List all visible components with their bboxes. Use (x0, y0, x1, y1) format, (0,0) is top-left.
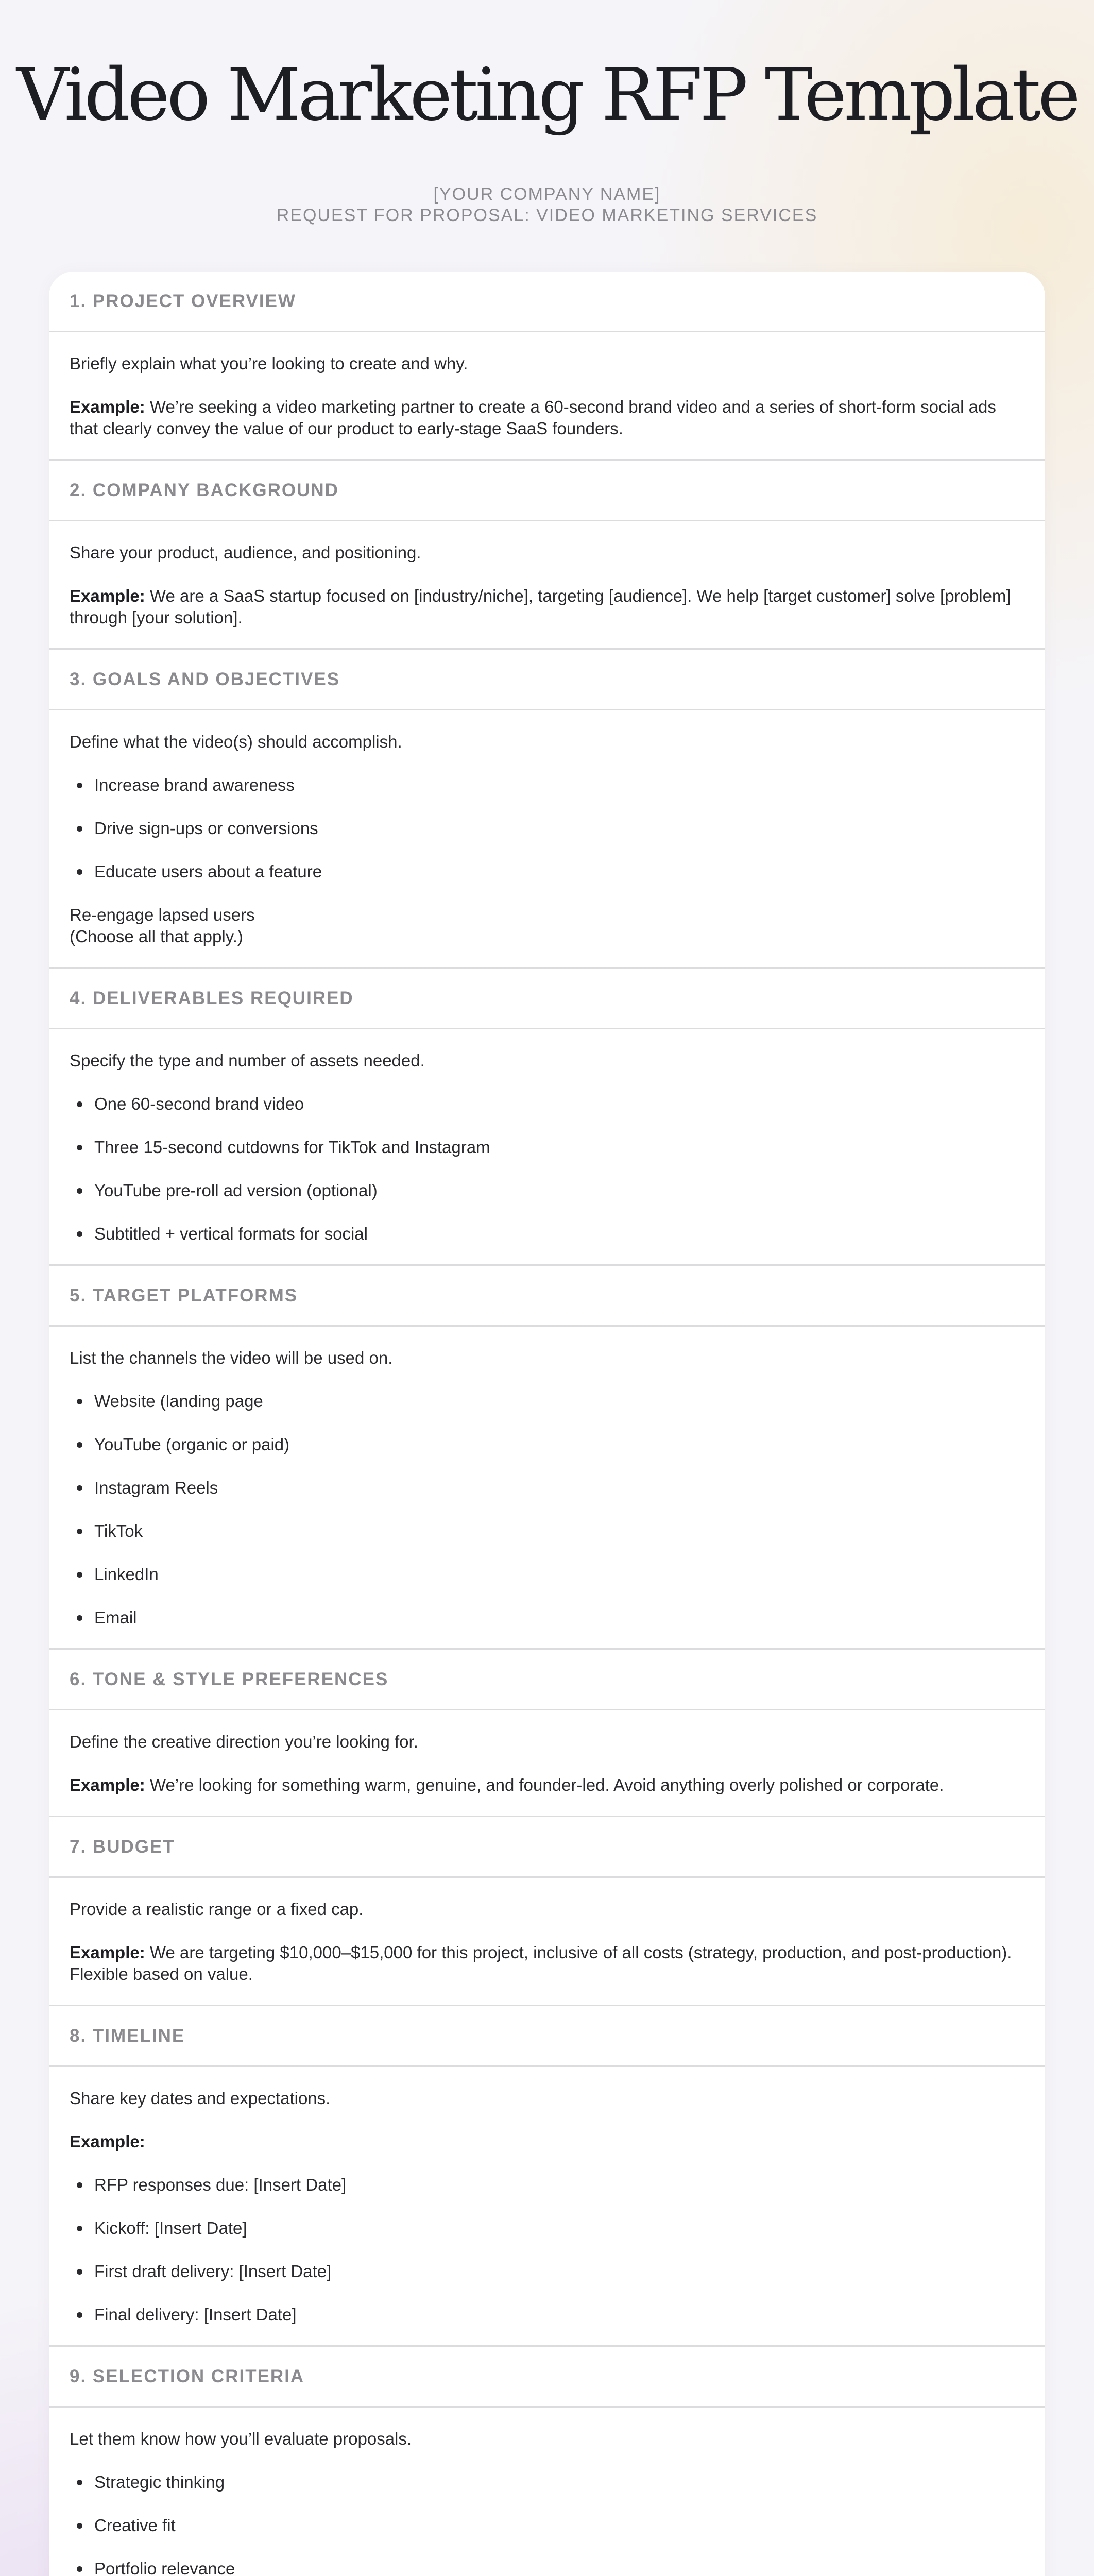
list-item: LinkedIn (70, 1564, 1024, 1585)
list-item: Drive sign-ups or conversions (70, 818, 1024, 839)
example-label: Example: (70, 397, 145, 416)
example-label: Example: (70, 1943, 145, 1962)
section-example (70, 1942, 1024, 1985)
section-intro: Share your product, audience, and positioning. (70, 543, 421, 562)
example-text: We’re looking for something warm, genuine, and founder-led. Avoid anything overly polished or corporate. (149, 1775, 944, 1794)
section-intro: Briefly explain what you’re looking to create and why. (70, 354, 468, 373)
section-heading: 5. TARGET PLATFORMS (49, 1266, 1045, 1327)
example-label: Example: (70, 1775, 145, 1794)
section-body (49, 2408, 1045, 2576)
section-body (49, 332, 1045, 459)
example-label: Example: (70, 2132, 145, 2151)
section-example (70, 585, 1024, 629)
section-intro: Specify the type and number of assets needed. (70, 1051, 425, 1070)
section-intro: Define what the video(s) should accomplish. (70, 732, 402, 751)
outro-note: (Choose all that apply.) (70, 927, 243, 946)
section-selection-criteria (49, 2345, 1045, 2576)
list-item: Final delivery: [Insert Date] (70, 2304, 1024, 2326)
section-body (49, 1710, 1045, 1816)
list-item: RFP responses due: [Insert Date] (70, 2174, 1024, 2196)
list-item: Creative fit (70, 2515, 1024, 2536)
section-intro: Share key dates and expectations. (70, 2089, 331, 2108)
company-name-placeholder: [YOUR COMPANY NAME] (433, 184, 661, 204)
list-item: Three 15-second cutdowns for TikTok and Instagram (70, 1137, 1024, 1158)
list-item: Website (landing page (70, 1391, 1024, 1412)
bullet-list (70, 2471, 1024, 2576)
list-item: Portfolio relevance (70, 2558, 1024, 2576)
bullet-list (70, 774, 1024, 883)
bullet-list (70, 2174, 1024, 2326)
list-item: TikTok (70, 1520, 1024, 1542)
rfp-card (49, 272, 1045, 2576)
section-goals-objectives (49, 648, 1045, 967)
example-text: We are targeting $10,000–$15,000 for this project, inclusive of all costs (strategy, production, and post-production). Flexible based on value. (70, 1943, 1012, 1984)
section-example (70, 396, 1024, 439)
section-body (49, 710, 1045, 967)
section-company-background (49, 459, 1045, 648)
section-body (49, 1878, 1045, 2005)
list-item: Kickoff: [Insert Date] (70, 2217, 1024, 2239)
page-title: Video Marketing RFP Template (16, 53, 1078, 137)
section-outro (70, 904, 1024, 947)
section-timeline (49, 2005, 1045, 2345)
list-item: Email (70, 1607, 1024, 1629)
section-intro: Define the creative direction you’re looking for. (70, 1732, 418, 1751)
list-item: Instagram Reels (70, 1477, 1024, 1499)
section-intro: Provide a realistic range or a fixed cap. (70, 1900, 364, 1919)
bullet-list (70, 1391, 1024, 1629)
section-heading: 1. PROJECT OVERVIEW (49, 272, 1045, 332)
example-text: We are a SaaS startup focused on [industry/niche], targeting [audience]. We help [target customer] solve [problem] through [your solution]. (70, 586, 1011, 627)
list-item: One 60-second brand video (70, 1093, 1024, 1115)
section-example (70, 1774, 1024, 1796)
section-intro: Let them know how you’ll evaluate proposals. (70, 2429, 412, 2448)
outro-line: Re-engage lapsed users (70, 905, 255, 924)
section-tone-style (49, 1648, 1045, 1816)
section-heading: 4. DELIVERABLES REQUIRED (49, 969, 1045, 1029)
section-body (49, 2067, 1045, 2345)
list-item: Strategic thinking (70, 2471, 1024, 2493)
section-example (70, 2131, 1024, 2153)
list-item: Educate users about a feature (70, 861, 1024, 883)
section-intro: List the channels the video will be used on. (70, 1348, 393, 1367)
section-heading: 8. TIMELINE (49, 2006, 1045, 2067)
list-item: Subtitled + vertical formats for social (70, 1223, 1024, 1245)
section-body (49, 521, 1045, 648)
list-item: YouTube (organic or paid) (70, 1434, 1024, 1455)
bullet-list (70, 1093, 1024, 1245)
section-heading: 2. COMPANY BACKGROUND (49, 461, 1045, 521)
document-subtitle: REQUEST FOR PROPOSAL: VIDEO MARKETING SERVICES (276, 206, 818, 225)
section-heading: 3. GOALS AND OBJECTIVES (49, 650, 1045, 710)
example-text: We’re seeking a video marketing partner to create a 60-second brand video and a series of short-form social ads that clearly convey the value of our product to early-stage SaaS founders. (70, 397, 996, 438)
list-item: YouTube pre-roll ad version (optional) (70, 1180, 1024, 1201)
section-heading: 7. BUDGET (49, 1817, 1045, 1878)
section-budget (49, 1816, 1045, 2005)
section-heading: 9. SELECTION CRITERIA (49, 2347, 1045, 2408)
section-project-overview (49, 272, 1045, 459)
list-item: Increase brand awareness (70, 774, 1024, 796)
section-body (49, 1029, 1045, 1264)
section-heading: 6. TONE & STYLE PREFERENCES (49, 1650, 1045, 1710)
example-label: Example: (70, 586, 145, 605)
section-target-platforms (49, 1264, 1045, 1648)
section-deliverables (49, 967, 1045, 1264)
section-body (49, 1327, 1045, 1648)
list-item: First draft delivery: [Insert Date] (70, 2261, 1024, 2282)
